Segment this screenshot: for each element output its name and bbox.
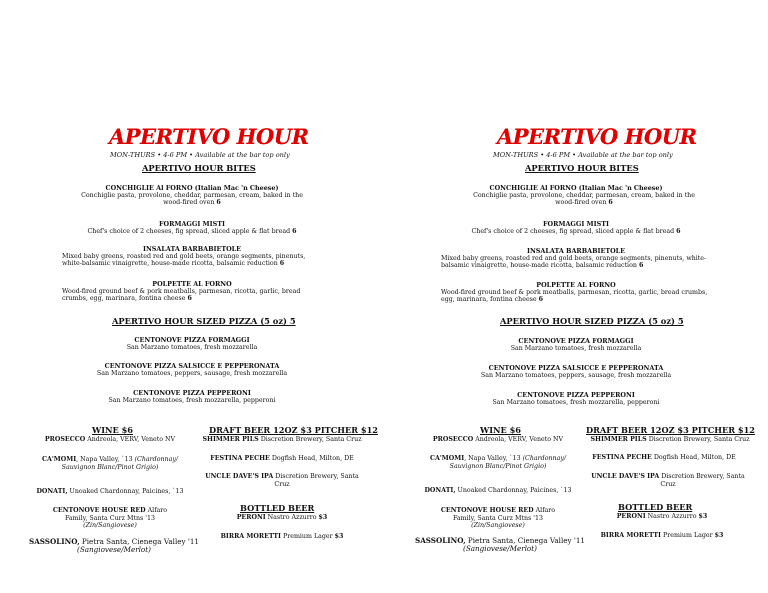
bite-desc: Chef's choice of 2 cheeses, fig spread, sliced apple & flat bread 6	[87, 228, 297, 235]
wine-item: CENTONOVE HOUSE RED Alfaro Family, Santa Curz Mtns '13 (Zin/Sangiovese)	[52, 507, 168, 530]
pizza-desc: San Marzano tomatoes, fresh mozzarella, pepperoni	[492, 399, 660, 406]
bite-desc: Wood-fired ground beef & pork meatballs, parmesan, ricotta, garlic, bread crumbs, egg, marinara, fontina cheese 6	[62, 288, 301, 303]
draft-beer-item: SHIMMER PILS Discretion Brewery, Santa Cruz	[202, 436, 362, 443]
menu-subtitle: MON-THURS • 4-6 PM • Available at the bar top only	[110, 151, 290, 159]
bottled-beer-heading: BOTTLED BEER	[240, 503, 315, 513]
draft-beer-item: UNCLE DAVE'S IPA Discretion Brewery, Santa Cruz	[591, 473, 745, 488]
wine-item: DONATI, Unoaked Chardonnay, Paicines, `13	[424, 487, 572, 494]
pizza-desc: San Marzano tomatoes, fresh mozzarella, pepperoni	[108, 397, 276, 404]
bottled-beer-item: BIRRA MORETTI Premium Lager $3	[220, 533, 344, 540]
wine-item: PROSECCO Andreola, VERV, Veneto NV	[44, 436, 176, 443]
draft-beer-heading: DRAFT BEER 12OZ $3 PITCHER $12	[209, 425, 378, 435]
bite-name: POLPETTE AL FORNO	[536, 281, 616, 289]
draft-beer-heading: DRAFT BEER 12OZ $3 PITCHER $12	[586, 425, 755, 435]
bite-desc: Conchiglie pasta, provolone, cheddar, parmesan, cream, baked in the wood-fired oven 6	[473, 192, 695, 207]
bite-name: INSALATA BARBABIETOLE	[142, 245, 242, 253]
wine-item: DONATI, Unoaked Chardonnay, Paicines, `13	[36, 488, 184, 495]
menu-title: APERTIVO HOUR	[497, 124, 697, 149]
menu-page-right	[384, 0, 768, 593]
bite-name: FORMAGGI MISTI	[542, 220, 609, 228]
bite-name: CONCHIGLIE Al FORNO (Italian Mac 'n Cheese)	[489, 184, 663, 192]
bite-desc: Chef's choice of 2 cheeses, fig spread, sliced apple & flat bread 6	[471, 228, 681, 235]
pizza-name: CENTONOVE PIZZA FORMAGGI	[134, 336, 250, 344]
bite-desc: Mixed baby greens, roasted red and gold beets, orange segments, pinenuts, white-balsamic vinaigrette, house-made ricotta, balsamic reduction 6	[62, 253, 306, 268]
wine-item: SASSOLINO, Pietra Santa, Cienega Valley '11 (Sangiovese/Merlot)	[29, 537, 199, 554]
draft-beer-item: FESTINA PECHE Dogfish Head, Milton, DE	[592, 454, 736, 461]
draft-beer-item: UNCLE DAVE'S IPA Discretion Brewery, Santa Cruz	[205, 473, 359, 488]
wine-item: PROSECCO Andreola, VERV, Veneto NV	[432, 436, 564, 443]
pizza-name: CENTONOVE PIZZA FORMAGGI	[518, 337, 634, 345]
bottled-beer-item: PERONI Nastro Azzurro $3	[236, 514, 328, 521]
pizza-name: CENTONOVE PIZZA PEPPERONI	[517, 391, 635, 399]
bite-desc: Wood-fired ground beef & pork meatballs, parmesan, ricotta, garlic, bread crumbs, egg, marinara, fontina cheese 6	[441, 289, 708, 304]
pizza-name: CENTONOVE PIZZA SALSICCE E PEPPERONATA	[488, 364, 664, 372]
draft-beer-item: SHIMMER PILS Discretion Brewery, Santa Cruz	[590, 436, 750, 443]
bottled-beer-item: PERONI Nastro Azzurro $3	[616, 513, 708, 520]
bottled-beer-item: BIRRA MORETTI Premium Lager $3	[600, 532, 724, 539]
bites-heading: APERTIVO HOUR BITES	[525, 163, 639, 173]
menu-title: APERTIVO HOUR	[109, 124, 309, 149]
bite-name: FORMAGGI MISTI	[158, 220, 225, 228]
wine-item: SASSOLINO, Pietra Santa, Cienega Valley '11 (Sangiovese/Merlot)	[415, 536, 585, 553]
bite-desc: Mixed baby greens, roasted red and gold beets, orange segments, pinenuts, white-balsamic vinaigrette, house-made ricotta, balsamic reduction 6	[441, 255, 707, 270]
pizza-desc: San Marzano tomatoes, peppers, sausage, fresh mozzarella	[480, 372, 672, 379]
bite-name: POLPETTE AL FORNO	[152, 280, 232, 288]
wine-heading: WINE $6	[480, 425, 521, 435]
pizza-desc: San Marzano tomatoes, fresh mozzarella	[510, 345, 642, 352]
pizza-heading: APERTIVO HOUR SIZED PIZZA (5 oz) 5	[500, 316, 684, 326]
bottled-beer-heading: BOTTLED BEER	[618, 502, 693, 512]
wine-item: CENTONOVE HOUSE RED Alfaro Family, Santa Curz Mtns '13 (Zin/Sangiovese)	[440, 507, 556, 530]
bites-heading: APERTIVO HOUR BITES	[142, 163, 256, 173]
menu-subtitle: MON-THURS • 4-6 PM • Available at the bar top only	[493, 151, 673, 159]
pizza-name: CENTONOVE PIZZA SALSICCE E PEPPERONATA	[104, 362, 280, 370]
wine-item: CA'MOMI, Napa Valley, `13 (Chardonnay/ Sauvignon Blanc/Pinot Grigio)	[429, 455, 567, 470]
bite-desc: Conchiglie pasta, provolone, cheddar, parmesan, cream, baked in the wood-fired oven 6	[81, 192, 303, 207]
pizza-name: CENTONOVE PIZZA PEPPERONI	[133, 389, 251, 397]
bite-name: INSALATA BARBABIETOLE	[526, 247, 626, 255]
draft-beer-item: FESTINA PECHE Dogfish Head, Milton, DE	[210, 455, 354, 462]
wine-item: CA'MOMI, Napa Valley, `13 (Chardonnay/ Sauvignon Blanc/Pinot Grigio)	[41, 456, 179, 471]
wine-heading: WINE $6	[92, 425, 133, 435]
pizza-desc: San Marzano tomatoes, fresh mozzarella	[126, 344, 258, 351]
pizza-desc: San Marzano tomatoes, peppers, sausage, fresh mozzarella	[96, 370, 288, 377]
pizza-heading: APERTIVO HOUR SIZED PIZZA (5 oz) 5	[112, 316, 296, 326]
bite-name: CONCHIGLIE Al FORNO (Italian Mac 'n Cheese)	[105, 184, 279, 192]
